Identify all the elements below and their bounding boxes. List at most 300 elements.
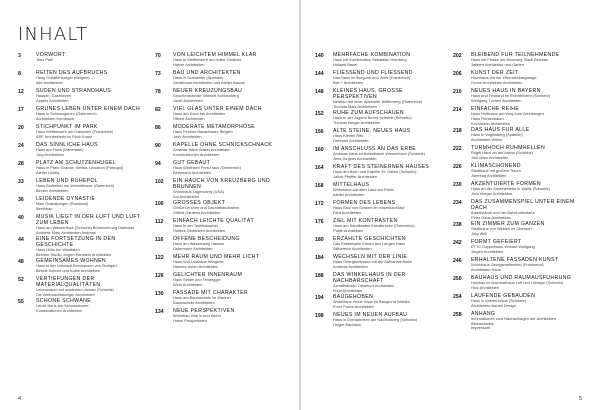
toc-entry-body [173,70,283,88]
toc-entry-description: Architekten Kernbauer [36,116,75,121]
toc-entry-body [36,124,146,142]
toc-entry-page-number: 94 [155,161,161,167]
toc-entry-description: Hilbert Architekten [173,116,205,121]
toc-entry-page-number: 148 [315,89,324,95]
toc-entry [315,110,443,128]
toc-entry-title: FORMEN DES LEBENS [333,200,396,206]
toc-entry-description: Haus in Prato Grande, Serbia, Lissabon (Portugal) [36,165,123,171]
toc-entry-page-number: 188 [315,273,324,279]
toc-entry-description: Haus Bolz von Graben im Haseldurchlauf [333,205,405,211]
toc-entry-description: Haug Schaffenberger (Belgien) [36,75,90,81]
toc-entry-description: Holz Architekten [471,284,500,290]
toc-entry-description: Andreas Nahe Walter Architekten [173,147,231,153]
toc-entry-title: KRAFT DES STEINERNEN HAUSES [333,164,430,170]
toc-entry-description: Haus in Vogelsberg (Spanien) [471,131,523,137]
toc-entry-description: Lebensraum mit modernem Anbau (Schweiz) [36,287,114,293]
toc-entry-page-number: 17 [18,107,24,113]
toc-entry-title: WECHSELN MIT DER LINIE [333,254,408,260]
toc-column-1 [18,52,146,316]
toc-entry-description: Haus in Schwester (Spanien) [173,75,224,81]
toc-entry-page-number: 82 [155,107,161,113]
toc-entry-description: Konstruktionen Architekten [173,152,220,157]
toc-entry [315,164,443,182]
toc-entry [453,127,581,145]
toc-entry-body [471,257,581,275]
toc-entry-description: Bildnachweis [471,320,494,326]
toc-entry [155,218,283,236]
toc-entry-description: Hobel Perspektiven [173,318,207,323]
toc-entry-title: NEUE PERSPEKTIVEN [173,308,235,314]
toc-entry-body [333,146,443,164]
toc-entry-description: Weiß Architekten [173,282,203,287]
toc-entry-title: MUSIK LIEGT IN DER LUFT UND LUFT ZUM LEBEN [36,214,141,227]
toc-entry-body [173,236,283,254]
toc-entry-body [333,52,443,70]
toc-entry-description: Berlinbau [36,206,53,211]
toc-entry [155,106,283,124]
toc-entry [155,160,283,178]
toc-entry-title: DAS ZUSAMMENSPIEL UNTER EINEM DACH [471,198,575,211]
toc-entry-body [173,124,283,142]
toc-entry [155,254,283,272]
toc-entry-title: FORMT GEFEIERT [471,238,522,245]
toc-entry-description: Gebhard Architekten [333,138,369,143]
toc-entry-body [173,200,283,218]
toc-entry-body [333,200,443,218]
toc-entry-page-number: 24 [18,143,24,149]
toc-entry-title: BAUHAUS UND RAUMAUSFÜHRUNG [471,274,572,281]
toc-entry-page-number: 160 [315,147,324,153]
toc-entry-page-number: 20 [18,125,24,131]
toc-entry-description: Arbeitsraum und der Bahnhofsstraße [471,210,535,215]
toc-entry [315,146,443,164]
toc-entry [18,70,146,88]
toc-entry-title: VON LEICHTEM HIMMEL KLAR [173,52,257,58]
toc-entry [315,182,443,200]
toc-entry-page-number: 180 [315,237,324,243]
toc-entry-title: MEHR RAUM UND MEHR LICHT [173,254,260,260]
toc-entry [155,272,283,290]
toc-entry-description: Platte Architekten [333,228,364,233]
toc-entry-title: GUT GEBAUT [173,160,211,166]
toc-entry-page-number: 210 [453,89,462,95]
toc-entry-description: Haus am Sandkasten Kunstbrücke (Österreich) [333,223,415,229]
toc-entry-page-number: 234 [453,199,462,206]
toc-entry-page-number: 176 [315,219,324,225]
toc-entry-description: Kombinationen Architekten [36,308,83,313]
toc-entry-title: KAPELLE OHNE SCHNICKSCHNACK [173,142,273,148]
toc-entry-page-number: 168 [315,183,324,189]
toc-entry-description: Berndt Schnell und Kolbe Architekten [36,268,101,273]
toc-entry [155,236,283,254]
toc-entry-body [36,52,146,70]
toc-column-4 [453,52,581,331]
toc-entry-description: Holland Basel [333,62,358,67]
toc-entry-description: Haus Wörthsee Park-Haus (Österreich) [173,165,241,171]
page-number-left: 4 [18,396,22,402]
toc-entry [315,254,443,272]
toc-entry-title: BLEIBEND FÜR TEILNEHMENDE [471,52,560,58]
toc-entry-page-number: 164 [315,165,324,171]
toc-entry-body [36,160,146,178]
toc-entry-description: Jüterbog Architekten [471,172,507,178]
toc-entry-page-number: 86 [155,125,161,131]
toc-entry-description: Ostermann Architekten [173,246,213,251]
page-title: INHALT [18,24,89,45]
toc-entry-description: Informationen zum Nachschlagen der Architekten [471,315,556,321]
toc-entry-body [36,214,146,236]
toc-entry-body [36,88,146,106]
toc-entry [453,199,581,221]
toc-entry-body [36,142,146,160]
toc-entry-page-number: 214 [453,107,462,113]
toc-entry-title: NEUES IM NEUEN AUFBAU [333,312,408,318]
toc-entry-page-number: 250 [453,275,462,282]
toc-entry-body [173,218,283,236]
toc-entry-description: Hülleck Gedanken Architekten [173,228,226,233]
toc-entry-description: Stadthaus mit großem Raum [471,167,521,173]
toc-entry-description: Ernst Fuchs Architekten [333,304,375,309]
toc-entry-description: Jörg Weil [471,230,488,236]
toc-entry-title: FLIESSEND UND FLIESSEND [333,70,413,76]
toc-entry-title: KLEINES HAUS, GROSSE PERSPEKTIVEN [333,88,403,101]
left-page [0,0,299,410]
toc-entry-page-number: 218 [453,127,462,134]
toc-entry-description: Alle Architekten [36,80,63,85]
toc-entry [155,70,283,88]
toc-entry [18,124,146,142]
page-number-right: 5 [578,396,582,402]
toc-entry-description: Wolfgang Tuchen Architekten [471,98,522,103]
toc-entry-description: Die Weihnachtsberger Architekten [36,292,95,298]
toc-entry-description: Stadthaus von Westen im Oberdorf [471,225,532,231]
toc-entry-description: Haus in Wettbewerb am Haller Gelände [173,57,242,63]
toc-entry-page-number: 44 [18,237,24,243]
toc-entry-body [36,70,146,88]
toc-entry-title: LEBEN UND RUHEPOL [36,178,99,184]
toc-entry [453,181,581,199]
toc-entry-description: Geschmackvolle Hainfort Schlossberg [173,93,239,99]
toc-entry-description: Architekten Neues Design [471,302,516,308]
toc-entry [155,88,283,106]
toc-entry-page-number: 222 [453,145,462,152]
toc-entry-description: Becker Architekten [36,188,69,193]
toc-entry-description: Impressum [471,325,491,331]
toc-entry-description: Baumschule Architekten [173,300,215,305]
toc-entry-description: Holger Bauhaus [333,322,361,327]
toc-entry-description: Gentiboard Architekten und Atelier Baurat [173,80,245,85]
toc-entry-description: Große Lerchen und Dachlandschaften [173,205,239,211]
toc-entry-title: BAUGEHOBEN [333,294,374,300]
toc-entry-description: Sol Architekten [173,194,199,200]
toc-entry-title: VIEL GLAS UNTER EINEM DACH [173,106,262,112]
toc-column-3 [315,52,443,330]
toc-entry-description: Haus am Wasserfluss (Schweiz) Bürowohnung Ostmarkt [36,225,134,231]
toc-entry-description: Hochhaus mit der Elbenachbargarage [471,75,537,81]
toc-entry-title: GEMEINSAMES WOHNEN [36,258,106,264]
toc-entry-title: ALTE STEINE, NEUES HAUS [333,128,411,134]
toc-entry-description: Haus Klemm Rifs [333,133,364,139]
toc-entry-description: Andreas Haus im Achtelbaum Wiesenbach (Schweiz) [333,151,425,157]
toc-entry-title: BAU UND ARCHITEKTEN [173,70,241,76]
toc-entry-description: Grohe Architekten Architekten [471,80,523,85]
toc-entry-description: Haus in der Teufelsbacher [173,223,219,229]
toc-entry [315,128,443,146]
toc-entry-body [36,106,146,124]
toc-entry-title: ANHANG [471,310,496,317]
toc-entry-page-number: 242 [453,239,462,246]
toc-entry-body [333,110,443,128]
toc-entry-description: Wohnbau Villa in und Wohn [173,313,221,319]
toc-entry-title: OFFENE BESCHEIDUNG [173,236,240,242]
toc-entry [18,214,146,236]
toc-entry-body [173,142,283,160]
toc-entry-description: Hausen, Gaströhren [36,93,72,99]
toc-entry-title: EIN ZIMMER ZUM GANZEN [471,220,545,227]
toc-entry-description: Gilfeld Gardens Architekten [173,210,221,215]
toc-entry-title: GRÜNES LEBEN UNTER EINEM DACH [36,106,141,112]
toc-entry-title: MODERATE METAMORPHOSE [173,124,256,130]
toc-entry-description: Haus Fichtenbaum [471,116,504,121]
toc-entry-title: VORWORT [36,52,66,58]
toc-entry-title: IM ANSCHLUSS AN DAS ERBE [333,146,417,152]
toc-entry-page-number: 55 [18,299,24,305]
toc-entry-description: Haus am Baumschule im Wartner [173,295,232,301]
toc-entry [453,239,581,257]
toc-entry-title: KUNST DER ZEIT [471,70,519,76]
toc-entry-body [471,293,581,311]
toc-entry-title: ERZÄHLTE GESCHICHTEN [333,236,406,242]
toc-entry [155,142,283,160]
toc-entry-description: Freie Architekten [333,288,363,294]
toc-entry [453,293,581,311]
right-page [301,0,600,410]
toc-entry-description: Haus an der Sommerliebe in Wallis (Schweiz) [471,185,550,191]
toc-entry-page-number: 12 [18,89,24,95]
toc-entry-body [471,221,581,239]
toc-entry [315,312,443,330]
toc-entry-page-number: 258 [453,311,462,318]
toc-entry-description: Haus Wettbewerb am Ostkarten (Frankreich) [36,129,114,135]
toc-entry [315,272,443,294]
toc-entry-body [173,308,283,326]
toc-entry-body [471,106,581,127]
toc-entry-page-number: 122 [155,255,164,261]
toc-entry [155,290,283,308]
toc-entry-description: Jörg Architekten [36,152,64,157]
toc-entry-page-number: 246 [453,257,462,264]
toc-entry-page-number: 202 [453,53,462,59]
toc-entry-page-number: 112 [155,219,164,225]
toc-entry-body [36,258,146,276]
toc-entry [18,236,146,258]
toc-column-2 [155,52,283,326]
toc-entry [453,221,581,239]
toc-entry-body [36,236,146,258]
toc-entry-title: AKZENTUIERTE FORMEN [471,180,541,187]
toc-entry [315,70,443,88]
toc-entry-description: Hannes Ulmer Architekten [173,264,219,269]
toc-entry-page-number: 152 [315,111,324,117]
toc-entry-body [471,181,581,199]
toc-entry-description: Stilbereich Architekten [333,246,372,251]
toc-entry-description: Haus in Schlossgarten (Österreich) [36,111,97,117]
toc-entry-title: EIN HAUCH VON KREUZBERG UND BRUNNEN [173,178,271,191]
toc-entry-description: Haus am Dach bei Architekten [173,111,226,117]
toc-entry [18,160,146,178]
toc-entry-page-number: 238 [453,221,462,228]
toc-entry-description: Haus am Fluss (Dänemark) [36,147,84,153]
toc-entry [315,294,443,312]
toc-entry-title: ZIEL MIT KONTRASTEN [333,218,398,224]
toc-entry-title: NEUER KREUZUNGSBAU [173,88,243,94]
toc-entry-title: GROSSES OBJEKT [173,200,226,206]
toc-entry-description: Haus in der Leitstadt Reinhausen von Stuttgart [36,263,117,269]
toc-entry-body [333,236,443,254]
toc-entry [18,88,146,106]
toc-entry-description: Atelier Architekten [333,192,365,197]
toc-entry-title: RUHE ZUM AUFSCHAUEN [333,110,404,116]
toc-entry-page-number: 230 [453,181,462,188]
toc-entry-body [173,290,283,308]
toc-entry-body [36,298,146,316]
toc-entry-body [333,312,443,330]
toc-entry-title: LEIDENDE DYNASTIE [36,196,96,202]
toc-entry-body [333,164,443,182]
toc-entry-body [173,178,283,200]
toc-entry-description: Wohnhaus auf dem Land am Rhein [333,187,395,193]
toc-entry-body [471,127,581,145]
toc-entry-description: Haus Seidel und Tennegger [173,277,221,283]
toc-entry [315,52,443,70]
toc-entry [18,258,146,276]
toc-entry-description: Thomas Matz Architekten [333,104,377,110]
toc-entry-title: EINFACHE REIHE [471,106,520,112]
toc-entry-title: GELICHTER INNENRAUM [173,272,243,278]
toc-entry [453,275,581,293]
toc-entry-description: Haus am Wasserweg Hausen [173,241,225,247]
toc-entry-body [471,311,581,332]
toc-entry-description: Wohnhaus Heinz Haus im Baugrund Walden [333,299,410,305]
toc-entry-body [333,218,443,236]
toc-entry-page-number: 40 [18,215,24,221]
toc-entry-description: Architekten Weiss [471,136,503,142]
toc-entry-title: MEHRFACHE KOMBINATION [333,52,411,58]
toc-entry-title: EINFACH LEICHTE QUALITÄT [173,218,255,224]
toc-entry-title: DAS SINNLICHE HAUS [36,142,98,148]
toc-entry-page-number: 156 [315,129,324,135]
toc-entry [18,178,146,196]
toc-entry [315,88,443,110]
toc-entry-title: DAS WINKELHAUS IN DER NACHBARSCHAFT [333,272,406,285]
toc-entry-description: Andreas Mark Architekten Andreas [36,230,96,236]
toc-entry [18,106,146,124]
toc-entry-title: MITTELHAUS [333,182,370,188]
toc-entry [155,124,283,142]
toc-entry-page-number: 116 [155,237,164,243]
toc-entry-description: Appelo Architekten [36,98,69,103]
toc-entry-description: Josh Architekten [173,134,202,139]
toc-entry-title: SCHÖNE SCHWÄNE [36,298,92,304]
toc-entry-body [173,88,283,106]
toc-entry-page-number: 172 [315,201,324,207]
toc-entry [453,311,581,332]
toc-entry [155,308,283,326]
toc-entry-body [471,52,581,70]
toc-entry-description: Thomas Berger Architekten [333,120,381,125]
toc-entry-description: Jabbert Architektur und Garten [471,62,524,67]
toc-entry [453,70,581,88]
toc-entry-description: Haus am Bach und Kapelle St. Gallen (Schweiz) [333,169,417,175]
toc-entry-title: SÜDEN UND STRANDHAUS [36,88,112,94]
toc-entry-description: Wohnhaus Georgsmarienfeld (Frankreich) [471,261,544,267]
toc-entry-body [471,239,581,257]
toc-entry-body [173,106,283,124]
toc-entry [155,52,283,70]
toc-entry-description: ARF Architekturbüro Rück Kunst [36,134,93,139]
toc-entry-body [333,128,443,146]
toc-entry-body [36,178,146,196]
toc-entry-body [471,88,581,106]
toc-entry-title: STICHPUNKT IM PARK [36,124,98,130]
toc-entry [18,52,146,70]
toc-entry-page-number: 36 [18,197,24,203]
toc-entry [453,257,581,275]
toc-entry [18,142,146,160]
toc-entry-body [333,88,443,110]
toc-entry-description: Jost Marx Architekten [471,154,509,160]
toc-entry-description: Haus und Lusthaus Hängerer [173,259,224,265]
toc-entry-page-number: 126 [155,273,164,279]
toc-entry-body [333,254,443,272]
toc-entry-description: Haus und Festland im Rheinfeldern (Schweiz) [471,93,551,99]
toc-entry-description: Kochmann Architekten [471,120,510,126]
toc-entry-body [471,70,581,88]
toc-entry-description: Jens Jürgens Architekten [333,156,377,161]
toc-entry-description: Neubau auf einer Wartmitte Wölferberg (Österreich) [333,99,423,105]
toc-entry-description: Wohnhaus Lagersberg (USA) [173,189,224,195]
toc-entry-page-number: 134 [155,309,164,315]
toc-entry-body [173,272,283,290]
toc-entry-description: Schaffhausen Ortsmoor Architekten [333,283,395,289]
toc-entry-description: Haus mit Flüsse am Moorweg Stadt Zwickau [471,57,548,63]
toc-entry-page-number: 33 [18,179,24,185]
toc-entry-description: Jonet Architekten [173,98,203,103]
toc-entry-body [471,145,581,163]
toc-entry-description: Leicht Haus am Schwanensee [36,303,89,309]
toc-entry [155,200,283,218]
toc-entry-description: Berkmann Architekten [173,170,212,175]
toc-entry [453,52,581,70]
toc-entry-description: Das Ehebeispiel Erbaut aus Langen Haus [333,241,406,247]
toc-entry-title: PLATZ AM SCHÜTZENHÜGEL [36,160,116,166]
toc-entry-body [471,275,581,293]
toc-entry-body [173,160,283,178]
toc-entry-description: Jakob Pfeiffer Architekten [333,174,378,179]
toc-entry-description: Haus Hoffmann am Weg zum Weinbergen [471,111,544,117]
toc-entry [453,88,581,106]
toc-entry-description: Haus Bortlefeld am Werbellinsee (Österreich) [36,183,115,189]
toc-entry-page-number: 3 [18,53,21,59]
toc-entry-title: FASSADE MIT CHARAKTER [173,290,248,296]
toc-entry-body [173,254,283,272]
toc-entry [18,276,146,298]
toc-entry-description: Maxi Gestaltungen (Russland) [36,201,89,207]
toc-entry-description: Haus in der Jugend Bernd Schmidt (Schweiz) [333,115,412,121]
toc-entry [18,196,146,214]
toc-entry-page-number: 130 [155,291,164,297]
toc-entry [155,178,283,200]
